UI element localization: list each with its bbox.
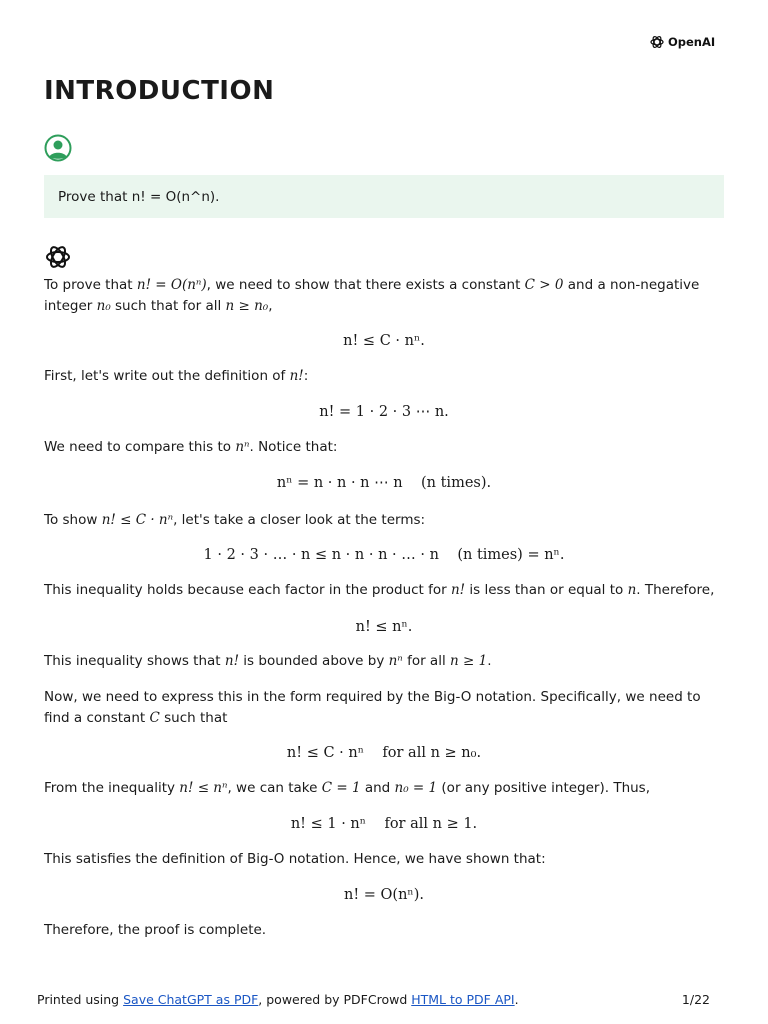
page-title: INTRODUCTION xyxy=(44,76,275,106)
equation-3: nⁿ = n · n · n ⋯ n (n times). xyxy=(276,475,492,491)
paragraph-5: This inequality holds because each factor in the product for n! is less than or equal to n. Therefore, xyxy=(44,582,715,598)
paragraph-8: From the inequality n! ≤ nⁿ, we can take C = 1 and n₀ = 1 (or any positive integer). Thus, xyxy=(44,780,651,796)
user-prompt-box xyxy=(44,175,724,218)
logo-text: OpenAI xyxy=(668,35,716,49)
equation-5: n! ≤ nⁿ. xyxy=(355,619,413,635)
chatgpt-icon xyxy=(44,243,72,271)
equation-8: n! = O(nⁿ). xyxy=(344,887,424,903)
save-chatgpt-as-pdf-link[interactable]: Save ChatGPT as PDF xyxy=(123,992,259,1007)
equation-1: n! ≤ C · nⁿ. xyxy=(343,333,425,349)
paragraph-9: This satisfies the definition of Big-O notation. Hence, we have shown that: xyxy=(44,851,546,867)
equation-6: n! ≤ C · nⁿ for all n ≥ n₀. xyxy=(286,745,482,761)
equation-7: n! ≤ 1 · nⁿ for all n ≥ 1. xyxy=(290,816,478,832)
openai-logo xyxy=(649,34,715,50)
paragraph-4: To show n! ≤ C · nⁿ, let's take a closer look at the terms: xyxy=(44,512,426,528)
equation-2: n! = 1 · 2 · 3 ⋯ n. xyxy=(319,404,449,420)
paragraph-6: This inequality shows that n! is bounded above by nⁿ for all n ≥ 1. xyxy=(44,653,492,669)
paragraph-1: To prove that n! = O(nⁿ), we need to show that there exists a constant C > 0 and a non-negative integer n₀ such that for all n ≥ n₀, xyxy=(44,277,700,314)
user-prompt-text: Prove that n! = O(n^n). xyxy=(58,188,220,205)
paragraph-2: First, let's write out the definition of n!: xyxy=(44,368,309,384)
footer-text: Printed using Save ChatGPT as PDF, powered by PDFCrowd HTML to PDF API. xyxy=(37,992,519,1007)
paragraph-10: Therefore, the proof is complete. xyxy=(44,922,267,938)
equation-4: 1 · 2 · 3 · … · n ≤ n · n · n · … · n (n times) = nⁿ. xyxy=(203,547,565,563)
paragraph-3: We need to compare this to nⁿ. Notice that: xyxy=(44,439,338,455)
page-footer xyxy=(37,992,710,1007)
openai-icon xyxy=(649,34,665,50)
paragraph-7: Now, we need to express this in the form required by the Big-O notation. Specifically, we need to find a constant C such that xyxy=(44,689,701,726)
page-number: 1/22 xyxy=(681,992,710,1007)
user-avatar-icon xyxy=(44,134,72,162)
html-to-pdf-api-link[interactable]: HTML to PDF API xyxy=(411,992,515,1007)
